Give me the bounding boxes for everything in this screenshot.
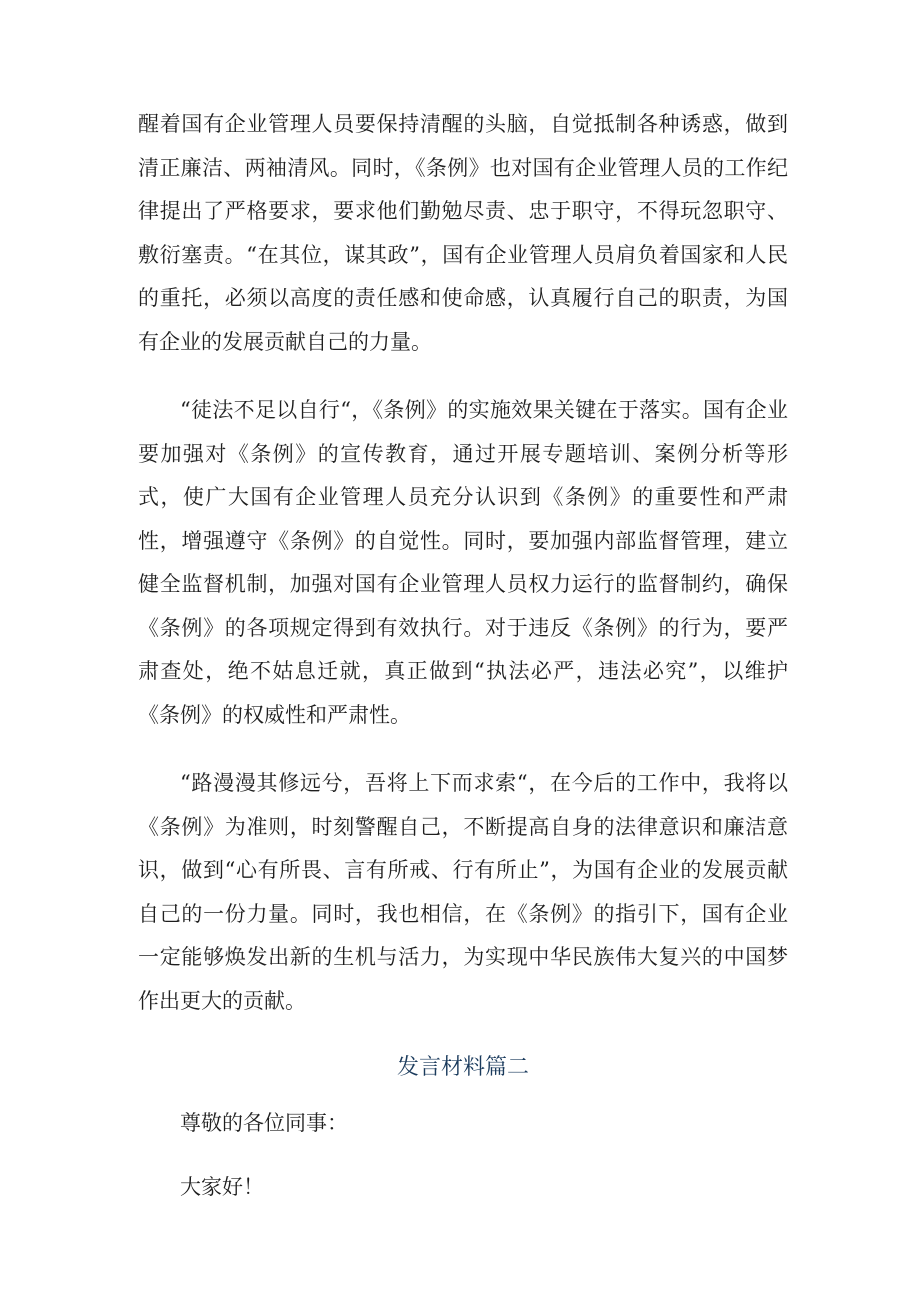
greeting: 大家好！ bbox=[180, 1174, 264, 1199]
section-heading: 发言材料篇二 bbox=[396, 1055, 529, 1080]
paragraph-implementation: “徒法不足以自行“，《条例》的实施效果关键在于落实。国有企业要加强对《条例》的宣传教育，通过开展专题培训、案例分析等形式，使广大国有企业管理人员充分认识到《条例》的重要性和严肃性，增强遵守《条例》的自觉性。同时，要加强内部监督管理，建立健全监督机制，加强对国有企业管理人员权力运行的监督制约，确保《条例》的各项规定得到有效执行。对于违反《条例》的行为，要严肃查处，绝不姑息迁就，真正做到“执法必严，违法必究”，以维护《条例》的权威性和严肃性。 bbox=[138, 398, 788, 727]
paragraph-conclusion: “路漫漫其修远兮，吾将上下而求索“，在今后的工作中，我将以《条例》为准则，时刻警醒自己，不断提高自身的法律意识和廉洁意识，做到“心有所畏、言有所戒、行有所止”，为国有企业的发展贡献自己的一份力量。同时，我也相信，在《条例》的指引下，国有企业一定能够焕发出新的生机与活力，为实现中华民族伟大复兴的中国梦作出更大的贡献。 bbox=[138, 771, 788, 1013]
salutation: 尊敬的各位同事： bbox=[180, 1111, 348, 1135]
paragraph-continuation: 醒着国有企业管理人员要保持清醒的头脑，自觉抵制各种诱惑，做到清正廉洁、两袖清风。同时，《条例》也对国有企业管理人员的工作纪律提出了严格要求，要求他们勤勉尽责、忠于职守，不得玩忽职守、敷衍塞责。“在其位，谋其政”，国有企业管理人员肩负着国家和人民的重托，必须以高度的责任感和使命感，认真履行自己的职责，为国有企业的发展贡献自己的力量。 bbox=[138, 112, 788, 354]
document-body bbox=[138, 103, 788, 1229]
